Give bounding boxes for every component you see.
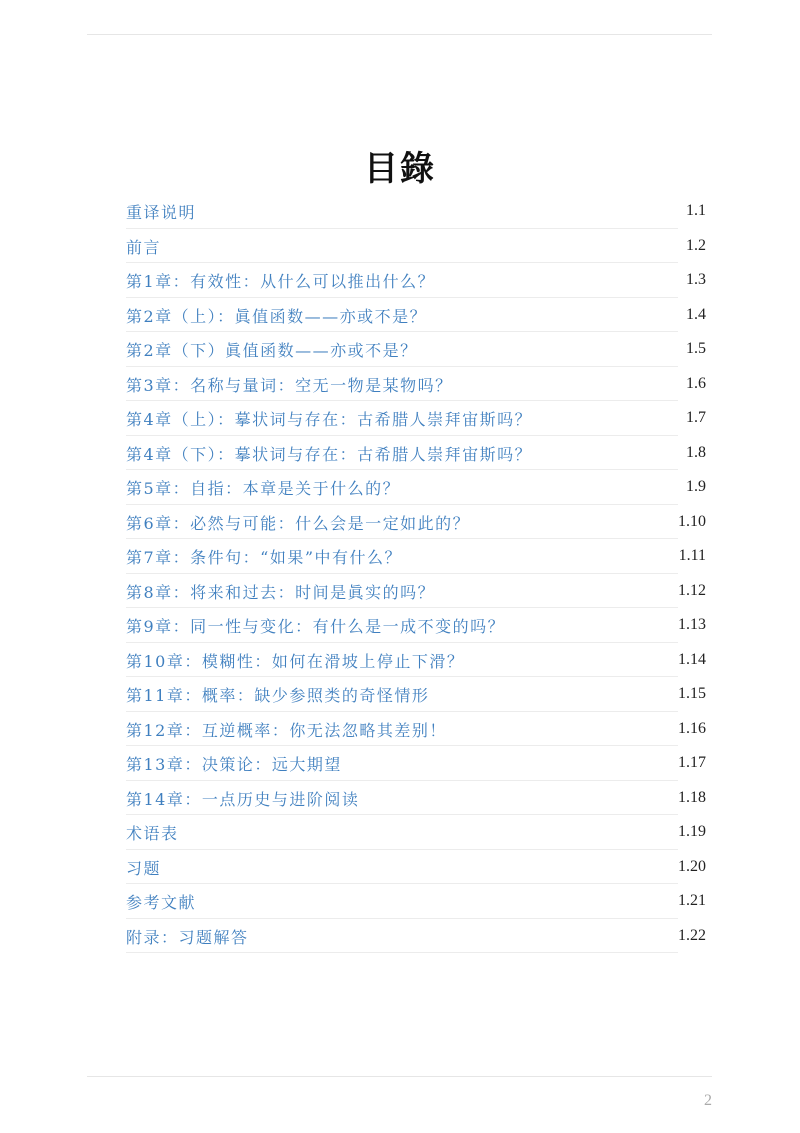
toc-entry-number: 1.6 [686,374,706,392]
toc-entry-number: 1.19 [678,823,706,840]
toc-entry-number: 1.18 [678,788,706,806]
toc-entry-link[interactable]: 重译说明 [126,203,197,222]
toc-entry[interactable] [126,608,710,643]
toc-entry-number: 1.9 [686,478,706,495]
header-rule [87,34,712,35]
toc-entry-number: 1.20 [678,857,706,875]
toc-entry[interactable] [126,746,710,781]
toc-entry[interactable] [126,815,710,850]
toc-entry-link[interactable]: 第3章：名称与量词：空无一物是某物吗？ [126,375,453,395]
toc-entry-number: 1.21 [678,892,706,909]
toc-entry-number: 1.12 [678,581,706,599]
toc-entry-link[interactable]: 第2章（上）：眞值函数——亦或不是？ [126,306,428,326]
toc-entry[interactable] [126,677,710,712]
toc-entry[interactable] [126,781,710,816]
footer-rule [87,1076,712,1077]
page-title: 目錄 [364,148,436,189]
toc-entry[interactable] [126,367,710,402]
toc-entry-link[interactable]: 第9章：同一性与变化：有什么是一成不变的吗？ [126,617,506,636]
toc-entry-link[interactable]: 第14章：一点历史与进阶阅读 [126,789,360,809]
toc-entry-link[interactable]: 附录：习题解答 [126,927,249,947]
toc-entry-number: 1.7 [686,409,706,426]
toc-entry-link[interactable]: 第2章（下）眞值函数——亦或不是？ [126,341,418,360]
toc-entry-number: 1.3 [686,271,706,288]
toc-entry-number: 1.14 [678,650,706,668]
page-number: 2 [704,1092,712,1109]
toc-entry[interactable] [126,436,710,471]
toc-entry-divider [126,952,678,953]
toc-entry-link[interactable]: 第8章：将来和过去：时间是眞实的吗？ [126,582,436,602]
toc-entry-link[interactable]: 第13章：决策论：远大期望 [126,755,342,774]
toc-entry-link[interactable]: 习题 [126,858,162,878]
toc-entry[interactable] [126,229,710,264]
toc-entry-link[interactable]: 参考文献 [126,893,197,912]
toc-entry[interactable] [126,505,710,540]
toc-entry-number: 1.16 [678,719,706,737]
toc-entry-link[interactable]: 第4章（上）：摹状词与存在：古希腊人崇拜宙斯吗？ [126,410,533,429]
toc-entry-number: 1.2 [686,236,706,254]
toc-entry[interactable] [126,574,710,609]
toc-entry-link[interactable]: 第5章：自指：本章是关于什么的？ [126,479,401,498]
toc-entry-link[interactable]: 第11章：概率：缺少参照类的奇怪情形 [126,686,430,705]
toc-entry-link[interactable]: 术语表 [126,824,179,843]
toc-entry-link[interactable]: 前言 [126,237,162,257]
toc-entry[interactable] [126,263,710,298]
toc-entry-number: 1.1 [686,202,706,219]
toc-entry-link[interactable]: 第10章：模糊性：如何在滑坡上停止下滑？ [126,651,465,671]
toc-entry-link[interactable]: 第4章（下）：摹状词与存在：古希腊人崇拜宙斯吗？ [126,444,533,464]
toc-entry[interactable] [126,194,710,229]
toc-entry-number: 1.10 [678,512,706,530]
toc-entry[interactable] [126,712,710,747]
table-of-contents [126,194,710,953]
toc-entry-number: 1.15 [678,685,706,702]
toc-entry-link[interactable]: 第12章：互逆概率：你无法忽略其差别！ [126,720,447,740]
toc-entry[interactable] [126,884,710,919]
toc-entry[interactable] [126,298,710,333]
toc-entry-number: 1.13 [678,616,706,633]
toc-entry-number: 1.11 [678,547,706,564]
toc-entry-number: 1.17 [678,754,706,771]
toc-entry[interactable] [126,643,710,678]
toc-entry[interactable] [126,401,710,436]
toc-entry-link[interactable]: 第1章：有效性：从什么可以推出什么？ [126,272,436,291]
toc-entry-number: 1.8 [686,443,706,461]
toc-entry-link[interactable]: 第7章：条件句：“如果”中有什么？ [126,548,403,567]
toc-entry[interactable] [126,919,710,954]
toc-entry-link[interactable]: 第6章：必然与可能：什么会是一定如此的？ [126,513,471,533]
toc-entry[interactable] [126,850,710,885]
toc-entry[interactable] [126,332,710,367]
toc-entry-number: 1.4 [686,305,706,323]
toc-entry-number: 1.5 [686,340,706,357]
toc-entry-number: 1.22 [678,926,706,944]
toc-entry[interactable] [126,470,710,505]
toc-entry[interactable] [126,539,710,574]
